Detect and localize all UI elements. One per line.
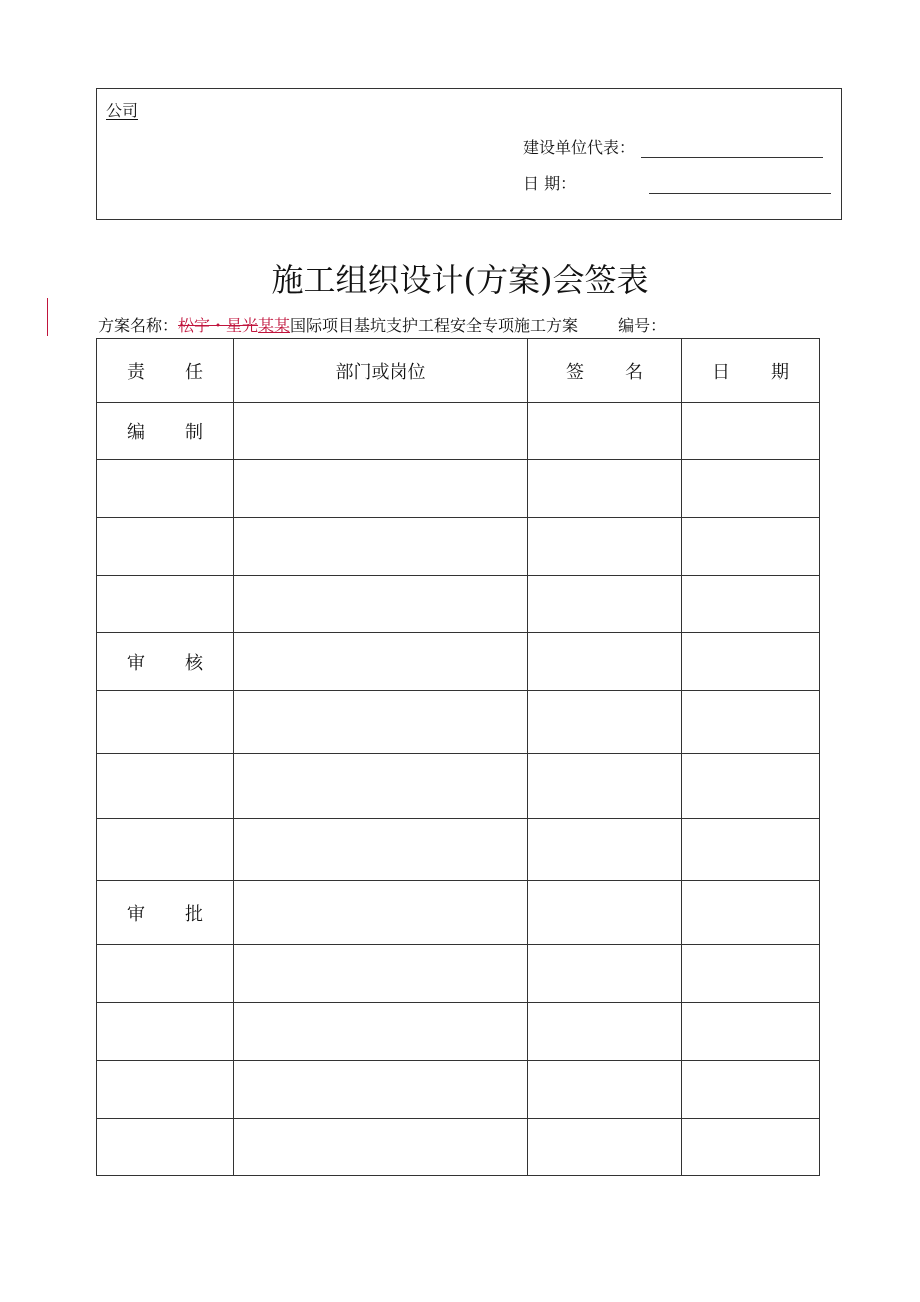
page-title: 施工组织设计(方案)会签表 [271,261,649,299]
date-cell[interactable] [682,518,820,576]
role-char: 批 [185,903,203,925]
table-row [97,754,820,819]
date-cell[interactable] [682,633,820,691]
department-cell[interactable] [234,819,528,881]
role-cell [97,576,234,633]
date-cell[interactable] [682,1003,820,1061]
signature-cell[interactable] [528,518,682,576]
role-cell [97,1003,234,1061]
role-cell [97,518,234,576]
rep-signature-line [523,135,823,158]
role-cell [97,881,234,945]
role-char: 审 [127,652,145,674]
role-char: 核 [185,652,203,674]
role-char: 编 [127,422,145,443]
code-label: 编号： [618,316,667,335]
date-cell[interactable] [682,691,820,754]
role-char: 审 [127,903,145,925]
department-cell[interactable] [234,754,528,819]
table-row [97,1061,820,1119]
department-cell[interactable] [234,1061,528,1119]
table-row [97,576,820,633]
date-cell[interactable] [682,754,820,819]
table-row [97,633,820,691]
company-label: 公司 [106,101,139,120]
date-cell[interactable] [682,576,820,633]
plan-label: 方案名称： [98,316,179,335]
signature-cell[interactable] [528,819,682,881]
role-char: 制 [185,422,203,443]
signature-cell[interactable] [528,691,682,754]
header-char: 签 [566,361,584,383]
table-header-row [97,339,820,403]
date-cell[interactable] [682,403,820,460]
signature-cell[interactable] [528,1119,682,1176]
signature-cell[interactable] [528,460,682,518]
department-cell[interactable] [234,881,528,945]
department-cell[interactable] [234,945,528,1003]
date-cell[interactable] [682,460,820,518]
signature-cell[interactable] [528,633,682,691]
plan-name-line [98,313,666,336]
table-row [97,819,820,881]
col-header-date [682,339,820,403]
department-cell[interactable] [234,518,528,576]
plan-title-rest: 国际项目基坑支护工程安全专项施工方案 [290,316,579,335]
header-char: 日 [712,361,730,383]
rep-label: 建设单位代表： [523,138,636,157]
date-cell[interactable] [682,1119,820,1176]
signature-cell[interactable] [528,1003,682,1061]
header-box [96,88,842,220]
table-row [97,460,820,518]
role-cell [97,819,234,881]
table-row [97,518,820,576]
signoff-table [96,338,820,1176]
date-cell[interactable] [682,881,820,945]
date-cell[interactable] [682,819,820,881]
change-bar-marker [47,298,48,336]
signature-cell[interactable] [528,576,682,633]
date-cell[interactable] [682,945,820,1003]
table-row [97,403,820,460]
role-cell [97,460,234,518]
date-signature-line [523,171,831,194]
department-cell[interactable] [234,1003,528,1061]
role-cell [97,1061,234,1119]
signature-cell[interactable] [528,403,682,460]
header-char: 名 [625,361,643,383]
signature-cell[interactable] [528,881,682,945]
table-row [97,691,820,754]
department-cell[interactable] [234,1119,528,1176]
table-row [97,945,820,1003]
date-field[interactable] [649,177,831,194]
header-char: 任 [185,361,203,383]
department-cell[interactable] [234,633,528,691]
signature-cell[interactable] [528,945,682,1003]
col-header-responsibility [97,339,234,403]
signature-cell[interactable] [528,1061,682,1119]
header-char: 责 [127,361,145,383]
date-label [523,171,643,194]
table-row [97,1003,820,1061]
col-header-signature [528,339,682,403]
department-cell[interactable] [234,576,528,633]
table-row [97,881,820,945]
role-cell [97,754,234,819]
department-cell[interactable] [234,691,528,754]
role-cell [97,691,234,754]
role-cell [97,945,234,1003]
rep-field[interactable] [641,141,823,158]
date-label-left: 日 [523,174,540,193]
table-row [97,1119,820,1176]
col-header-department: 部门或岗位 [234,339,528,403]
inserted-text: 某某 [258,316,291,335]
deleted-text: 松宇・星光 [178,316,259,335]
role-cell [97,1119,234,1176]
department-cell[interactable] [234,460,528,518]
date-cell[interactable] [682,1061,820,1119]
date-label-right: 期： [544,174,577,193]
department-cell[interactable] [234,403,528,460]
role-cell [97,633,234,691]
header-char: 期 [771,361,789,383]
signature-cell[interactable] [528,754,682,819]
role-cell [97,403,234,460]
